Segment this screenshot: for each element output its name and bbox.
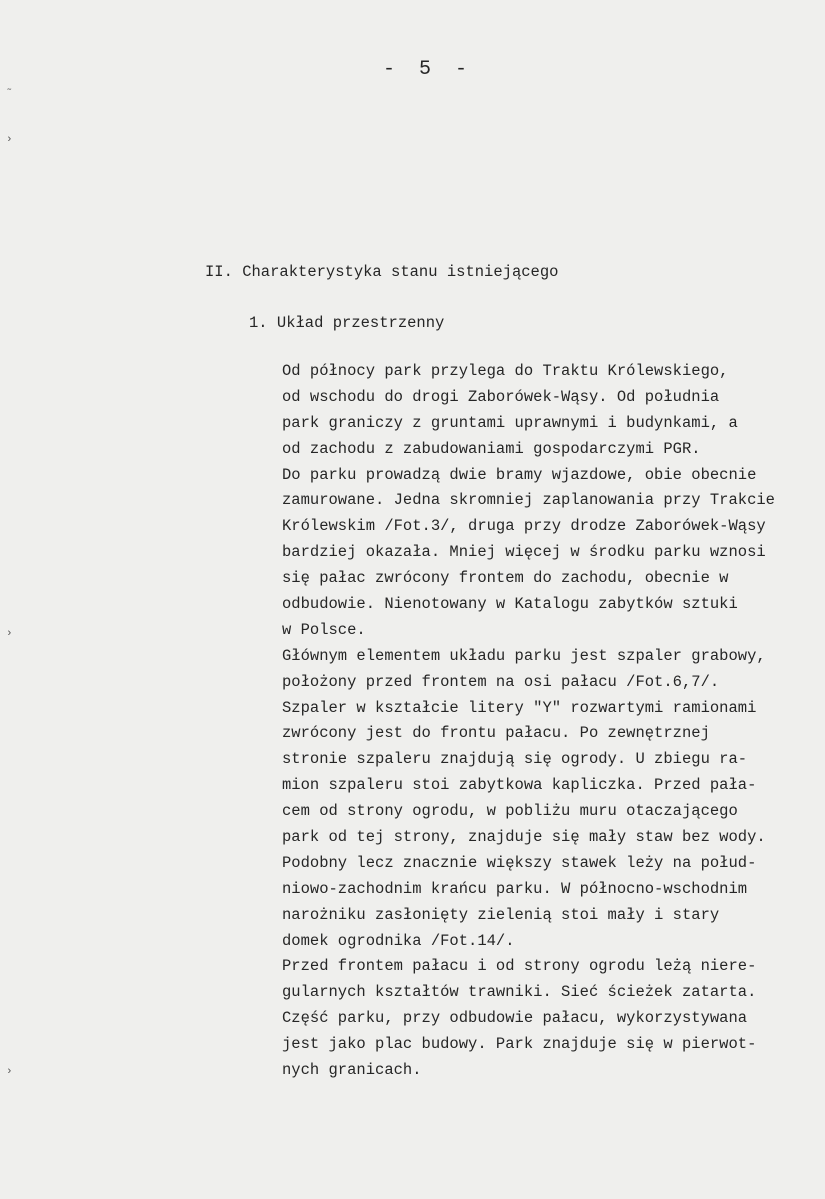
text-line: bardziej okazała. Mniej więcej w środku parku wznosi [282,543,766,562]
text-line: mion szpaleru stoi zabytkowa kapliczka. Przed pała- [282,776,757,795]
text-line: Głównym elementem układu parku jest szpaler grabowy, [282,646,766,665]
text-line: Królewskim /Fot.3/, druga przy drodze Zaborówek-Wąsy [282,517,766,536]
text-line: od wschodu do drogi Zaborówek-Wąsy. Od południa [282,387,720,406]
text-line: Przed frontem pałacu i od strony ogrodu leżą niere- [282,957,757,976]
text-line: Podobny lecz znacznie większy stawek leży na połud- [282,853,757,872]
text-line: domek ogrodnika /Fot.14/. [282,931,515,950]
text-line: park od tej strony, znajduje się mały staw bez wody. [282,828,766,847]
text-line: cem od strony ogrodu, w pobliżu muru otaczającego [282,802,738,821]
text-line: zamurowane. Jedna skromniej zaplanowania przy Trakcie [282,491,775,510]
text-line: Do parku prowadzą dwie bramy wjazdowe, obie obecnie [282,465,757,484]
text-line: narożniku zasłonięty zielenią stoi mały i stary [282,905,720,924]
text-line: Szpaler w kształcie litery "Y" rozwartymi ramionami [282,698,757,717]
text-line: niowo-zachodnim krańcu parku. W północno-wschodnim [282,879,748,898]
text-line: położony przed frontem na osi pałacu /Fot.6,7/. [282,672,720,691]
text-line: odbudowie. Nienotowany w Katalogu zabytków sztuki [282,595,738,614]
text-line: się pałac zwrócony frontem do zachodu, obecnie w [282,569,729,588]
page-number: - 5 - [383,58,474,81]
margin-tick-mark: ˜ [6,88,13,100]
margin-tick-mark: › [6,628,13,640]
margin-tick-mark: › [6,134,13,146]
text-line: park graniczy z gruntami uprawnymi i budynkami, a [282,413,738,432]
text-line: nych granicach. [282,1061,422,1080]
margin-tick-mark: › [6,1066,13,1078]
text-line: od zachodu z zabudowaniami gospodarczymi PGR. [282,439,701,458]
body-text [282,359,775,1084]
text-line: w Polsce. [282,620,366,639]
text-line: jest jako plac budowy. Park znajduje się w pierwot- [282,1035,757,1054]
text-line: zwrócony jest do frontu pałacu. Po zewnętrznej [282,724,710,743]
text-line: stronie szpaleru znajdują się ogrody. U zbiegu ra- [282,750,748,769]
subsection-heading: 1. Układ przestrzenny [249,314,445,332]
text-line: Od północy park przylega do Traktu Królewskiego, [282,362,729,380]
section-heading: II. Charakterystyka stanu istniejącego [205,263,559,281]
text-line: gularnych kształtów trawniki. Sieć ścieżek zatarta. [282,983,757,1002]
text-line: Część parku, przy odbudowie pałacu, wykorzystywana [282,1009,748,1028]
